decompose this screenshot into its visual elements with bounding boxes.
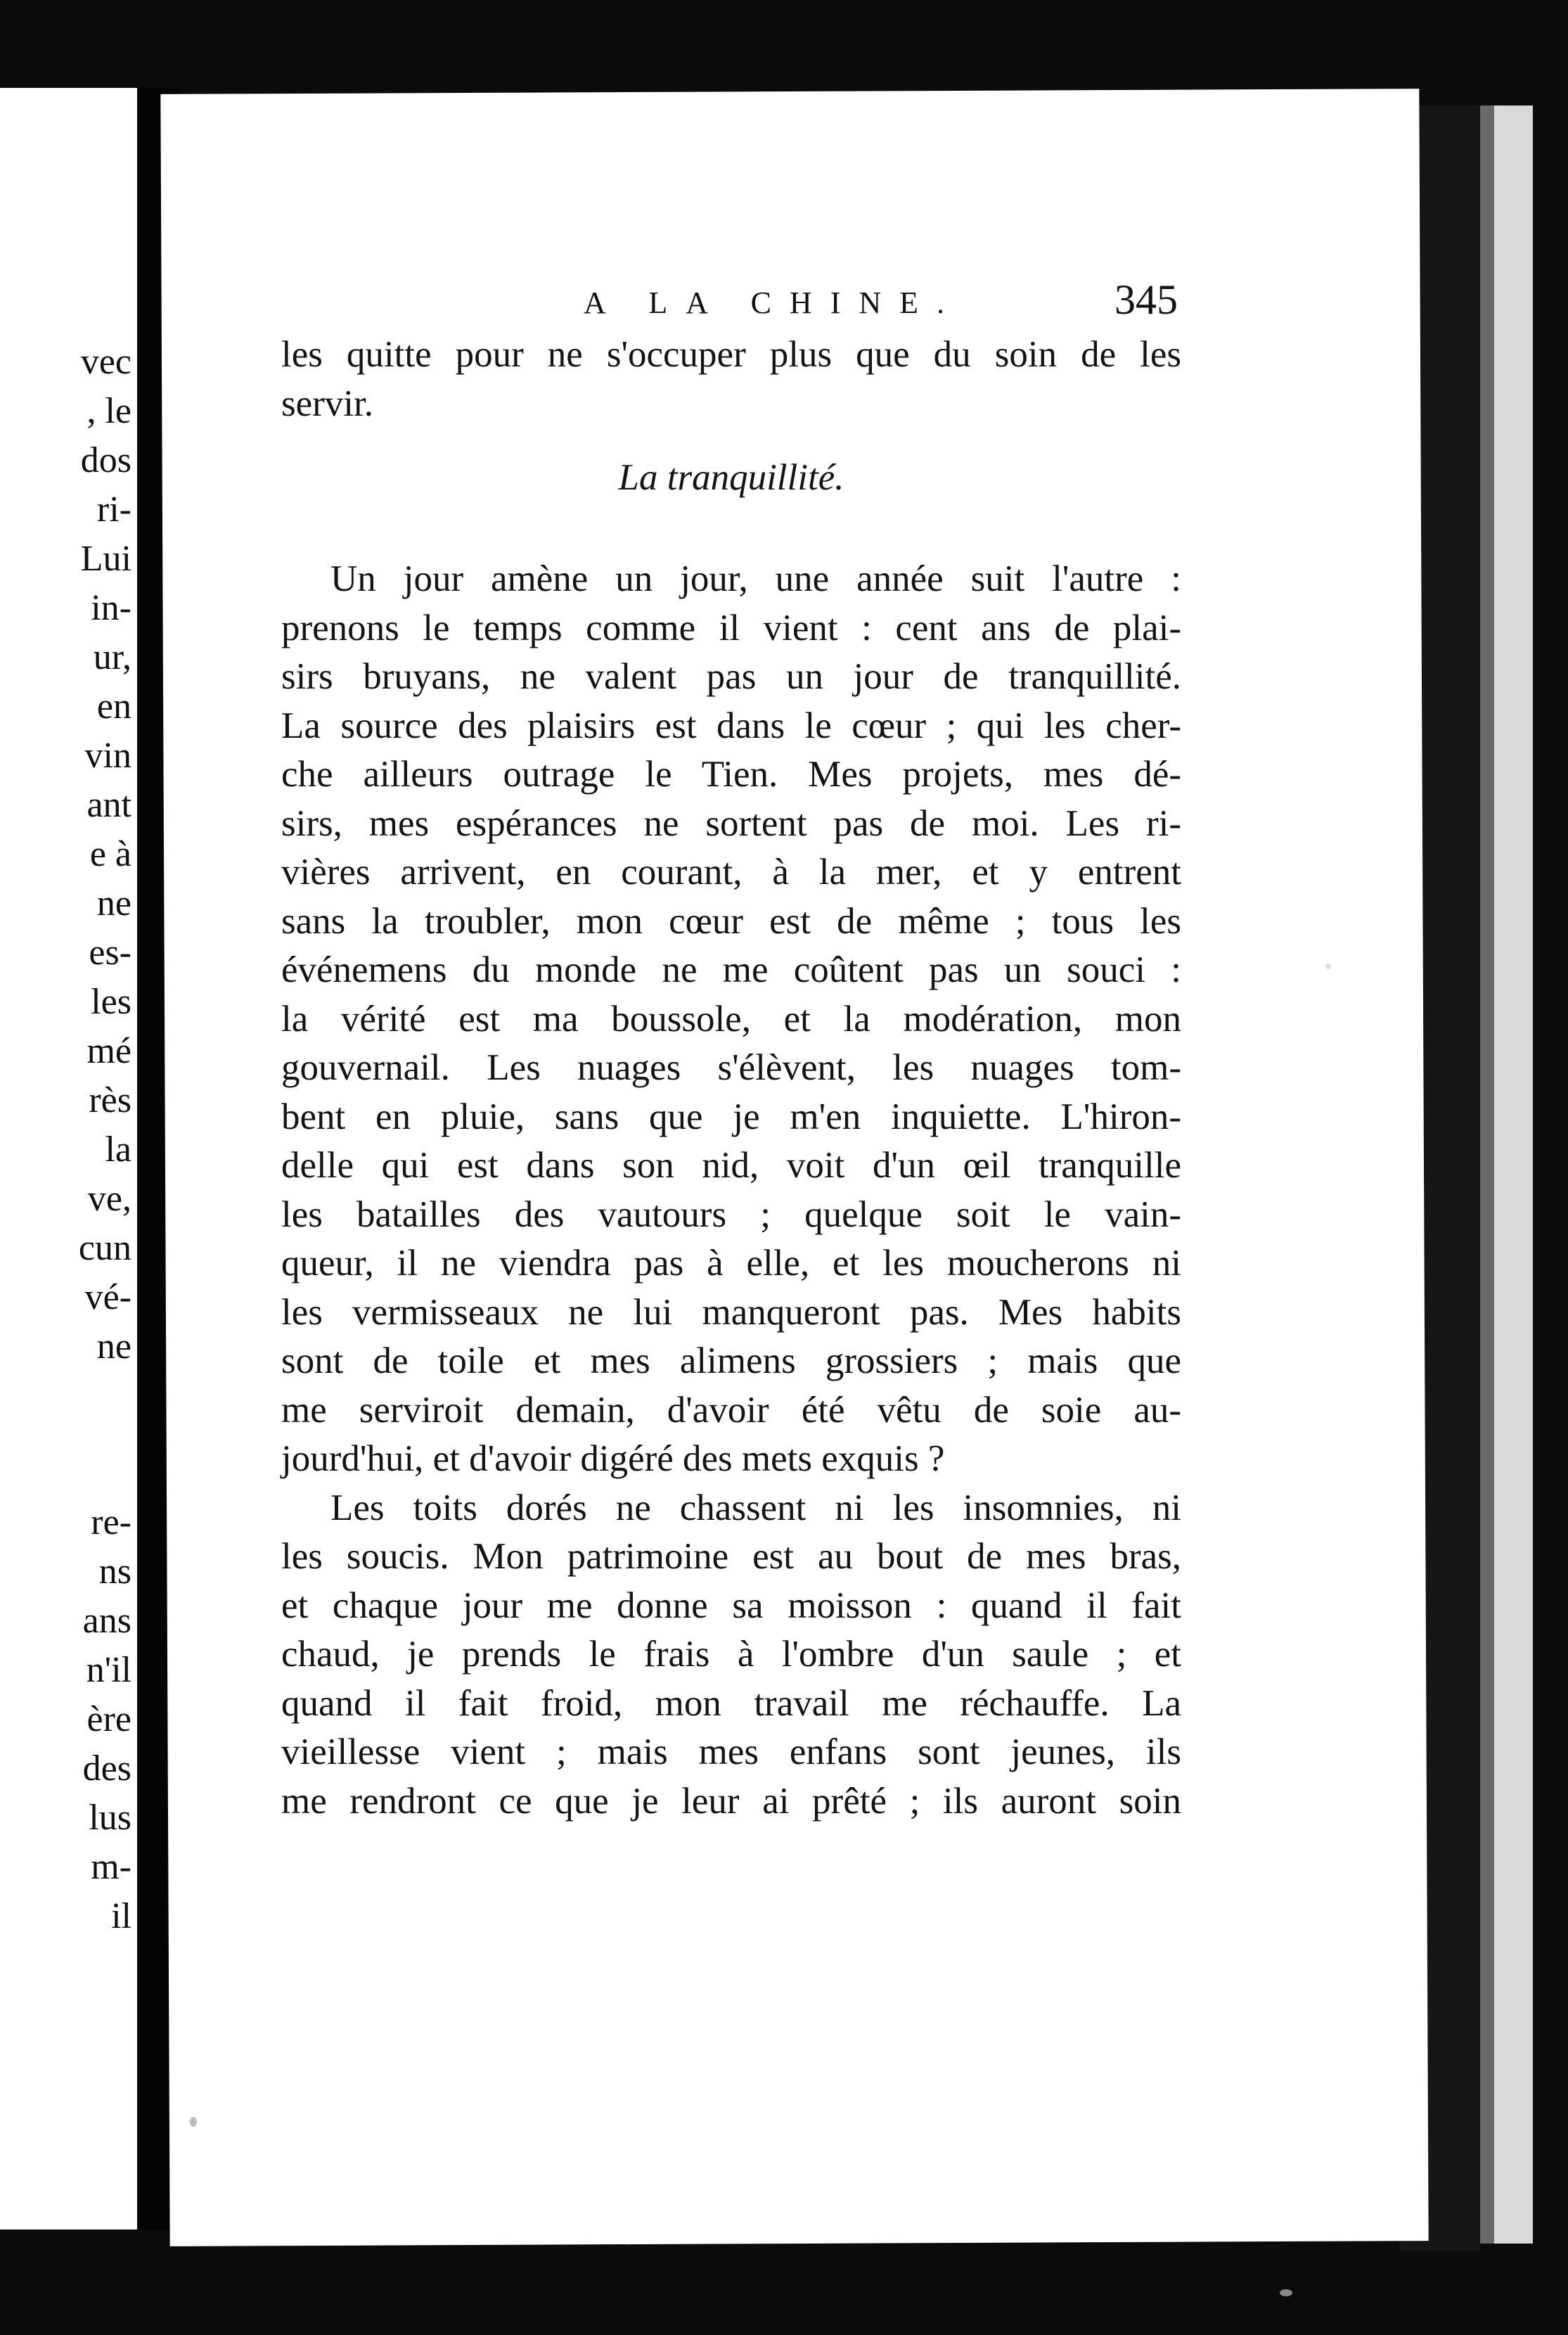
text-line: bent en pluie, sans que je m'en inquiette. L'hiron- <box>281 1096 1181 1137</box>
facing-page-line: re- <box>91 1502 131 1542</box>
text-line: les vermisseaux ne lui manqueront pas. Mes habits <box>281 1291 1181 1333</box>
text-line: événemens du monde ne me coûtent pas un souci : <box>281 949 1181 990</box>
section-title: La tranquillité. <box>618 457 844 498</box>
text-line: sirs bruyans, ne valent pas un jour de tranquillité. <box>281 656 1181 697</box>
facing-page-line: la <box>105 1130 131 1170</box>
facing-page-line: ère <box>86 1699 131 1739</box>
text-line: vieillesse vient ; mais mes enfans sont jeunes, ils <box>281 1732 1181 1772</box>
text-line: sont de toile et mes alimens grossiers ; mais que <box>281 1341 1181 1381</box>
paper-speck <box>1325 964 1331 969</box>
facing-page-line: e à <box>89 834 131 874</box>
running-head: A LA CHINE. <box>584 286 963 320</box>
text-line: les soucis. Mon patrimoine est au bout de mes bras, <box>281 1536 1181 1577</box>
facing-page-line: il <box>111 1896 131 1936</box>
text-line: che ailleurs outrage le Tien. Mes projets, mes dé- <box>281 754 1181 795</box>
text-line: et chaque jour me donne sa moisson : quand il fait <box>281 1585 1181 1626</box>
facing-page-line: Lui <box>80 539 131 579</box>
facing-page-line: dos <box>80 440 131 480</box>
facing-page-line: ri- <box>96 490 131 530</box>
facing-page-line: des <box>82 1748 131 1789</box>
page-body <box>281 331 1181 1826</box>
text-line: quand il fait froid, mon travail me réchauffe. La <box>281 1682 1181 1724</box>
facing-page-line: rès <box>89 1080 131 1120</box>
facing-page-line: ve, <box>87 1179 131 1219</box>
text-line: Un jour amène un jour, une année suit l'autre : <box>330 558 1181 599</box>
facing-page-line: ant <box>86 785 131 825</box>
paper-speck <box>1280 2289 1292 2296</box>
facing-page-line: lus <box>89 1798 131 1838</box>
text-line: vières arrivent, en courant, à la mer, et y entrent <box>281 852 1181 893</box>
facing-page-line: ans <box>82 1601 131 1641</box>
text-line: queur, il ne viendra pas à elle, et les moucherons ni <box>281 1243 1181 1284</box>
facing-page-line: mé <box>86 1031 131 1071</box>
text-line: la vérité est ma boussole, et la modération, mon <box>281 998 1181 1039</box>
page-number: 345 <box>1114 276 1178 323</box>
facing-page-line: in- <box>91 588 131 628</box>
paper-speck <box>190 2117 197 2127</box>
text-line: delle qui est dans son nid, voit d'un œil tranquille <box>281 1145 1181 1186</box>
text-line: prenons le temps comme il vient : cent ans de plai- <box>281 607 1181 648</box>
text-line: servir. <box>281 383 373 424</box>
facing-page-line: vec <box>80 342 131 382</box>
text-line: les quitte pour ne s'occuper plus que du soin de les <box>281 334 1181 375</box>
text-line: les batailles des vautours ; quelque soit le vain- <box>281 1194 1181 1235</box>
facing-page-line: es- <box>89 933 131 973</box>
facing-page-line: en <box>96 686 131 727</box>
text-line: me serviroit demain, d'avoir été vêtu de soie au- <box>281 1389 1181 1431</box>
text-line: La source des plaisirs est dans le cœur ; qui les cher- <box>281 705 1181 746</box>
text-line: Les toits dorés ne chassent ni les insomnies, ni <box>330 1487 1181 1528</box>
text-line: sans la troubler, mon cœur est de même ; tous les <box>281 900 1181 942</box>
facing-page-line: m- <box>91 1847 131 1887</box>
text-line: me rendront ce que je leur ai prêté ; ils auront soin <box>281 1780 1181 1822</box>
book-spine-edge <box>1494 105 1533 2244</box>
facing-page-line: n'il <box>86 1650 131 1690</box>
facing-page-line: les <box>91 982 131 1022</box>
text-line: jourd'hui, et d'avoir digéré des mets exquis ? <box>281 1438 945 1479</box>
facing-page-line: ne <box>96 1326 131 1367</box>
facing-page-line: , le <box>86 391 131 431</box>
text-line: sirs, mes espérances ne sortent pas de moi. Les ri- <box>281 802 1181 844</box>
facing-page-line: vin <box>84 736 131 776</box>
facing-page-left <box>0 88 137 2230</box>
facing-page-line: vé- <box>84 1277 131 1317</box>
text-line: gouvernail. Les nuages s'élèvent, les nuages tom- <box>281 1047 1181 1088</box>
facing-page-line: ns <box>98 1552 131 1592</box>
text-line: chaud, je prends le frais à l'ombre d'un saule ; et <box>281 1634 1181 1675</box>
facing-page-line: ne <box>96 883 131 923</box>
facing-page-line: cun <box>78 1228 131 1268</box>
facing-page-line: ur, <box>93 637 131 677</box>
